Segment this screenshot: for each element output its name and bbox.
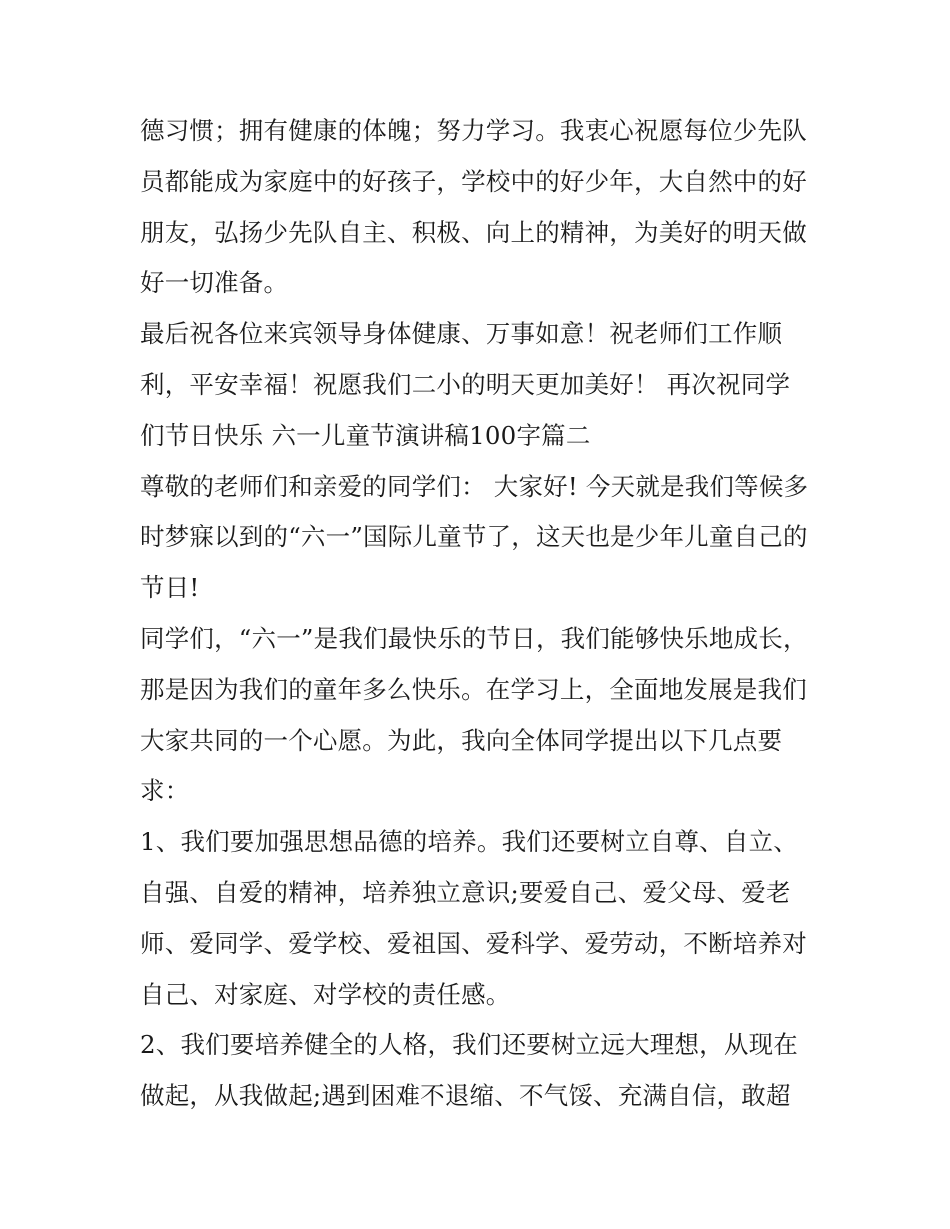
document-body (140, 106, 830, 1122)
text-line: 大家共同的一个心愿。为此，我向全体同学提出以下几点要 (140, 725, 783, 755)
text-line: 求： (140, 776, 190, 806)
text-line: 师、爱同学、爱学校、爱祖国、爱科学、爱劳动，不断培养对 (140, 928, 807, 958)
text-line: 员都能成为家庭中的好孩子，学校中的好少年，大自然中的好 (140, 166, 807, 196)
text-line: 利，平安幸福！祝愿我们二小的明天更加美好！ 再次祝同学 (140, 369, 791, 399)
text-line: 2、我们要培养健全的人格，我们还要树立远大理想，从现在 (140, 1030, 798, 1060)
text-line: 同学们，“六一”是我们最快乐的节日，我们能够快乐地成长， (140, 623, 808, 653)
text-line: 德习惯；拥有健康的体魄；努力学习。我衷心祝愿每位少先队 (140, 116, 807, 145)
text-line: 们节日快乐 六一儿童节演讲稿100字篇二 (140, 420, 591, 450)
text-line: 1、我们要加强思想品德的培养。我们还要树立自尊、自立、 (140, 827, 798, 857)
text-line: 最后祝各位来宾领导身体健康、万事如意！祝老师们工作顺 (140, 319, 783, 349)
text-line: 朋友，弘扬少先队自主、积极、向上的精神，为美好的明天做 (140, 217, 807, 247)
text-line: 节日! (140, 573, 200, 603)
text-line: 自强、自爱的精神，培养独立意识;要爱自己、爱父母、爱老 (140, 877, 791, 907)
text-line: 做起，从我做起;遇到困难不退缩、不气馁、充满自信，敢超 (140, 1081, 791, 1111)
text-line: 自己、对家庭、对学校的责任感。 (140, 979, 511, 1009)
text-line: 尊敬的老师们和亲爱的同学们： 大家好! 今天就是我们等候多 (140, 471, 809, 501)
text-line: 那是因为我们的童年多么快乐。在学习上，全面地发展是我们 (140, 674, 807, 704)
text-line: 时梦寐以到的“六一”国际儿童节了，这天也是少年儿童自己的 (140, 522, 808, 552)
text-line: 好一切准备。 (140, 268, 289, 298)
